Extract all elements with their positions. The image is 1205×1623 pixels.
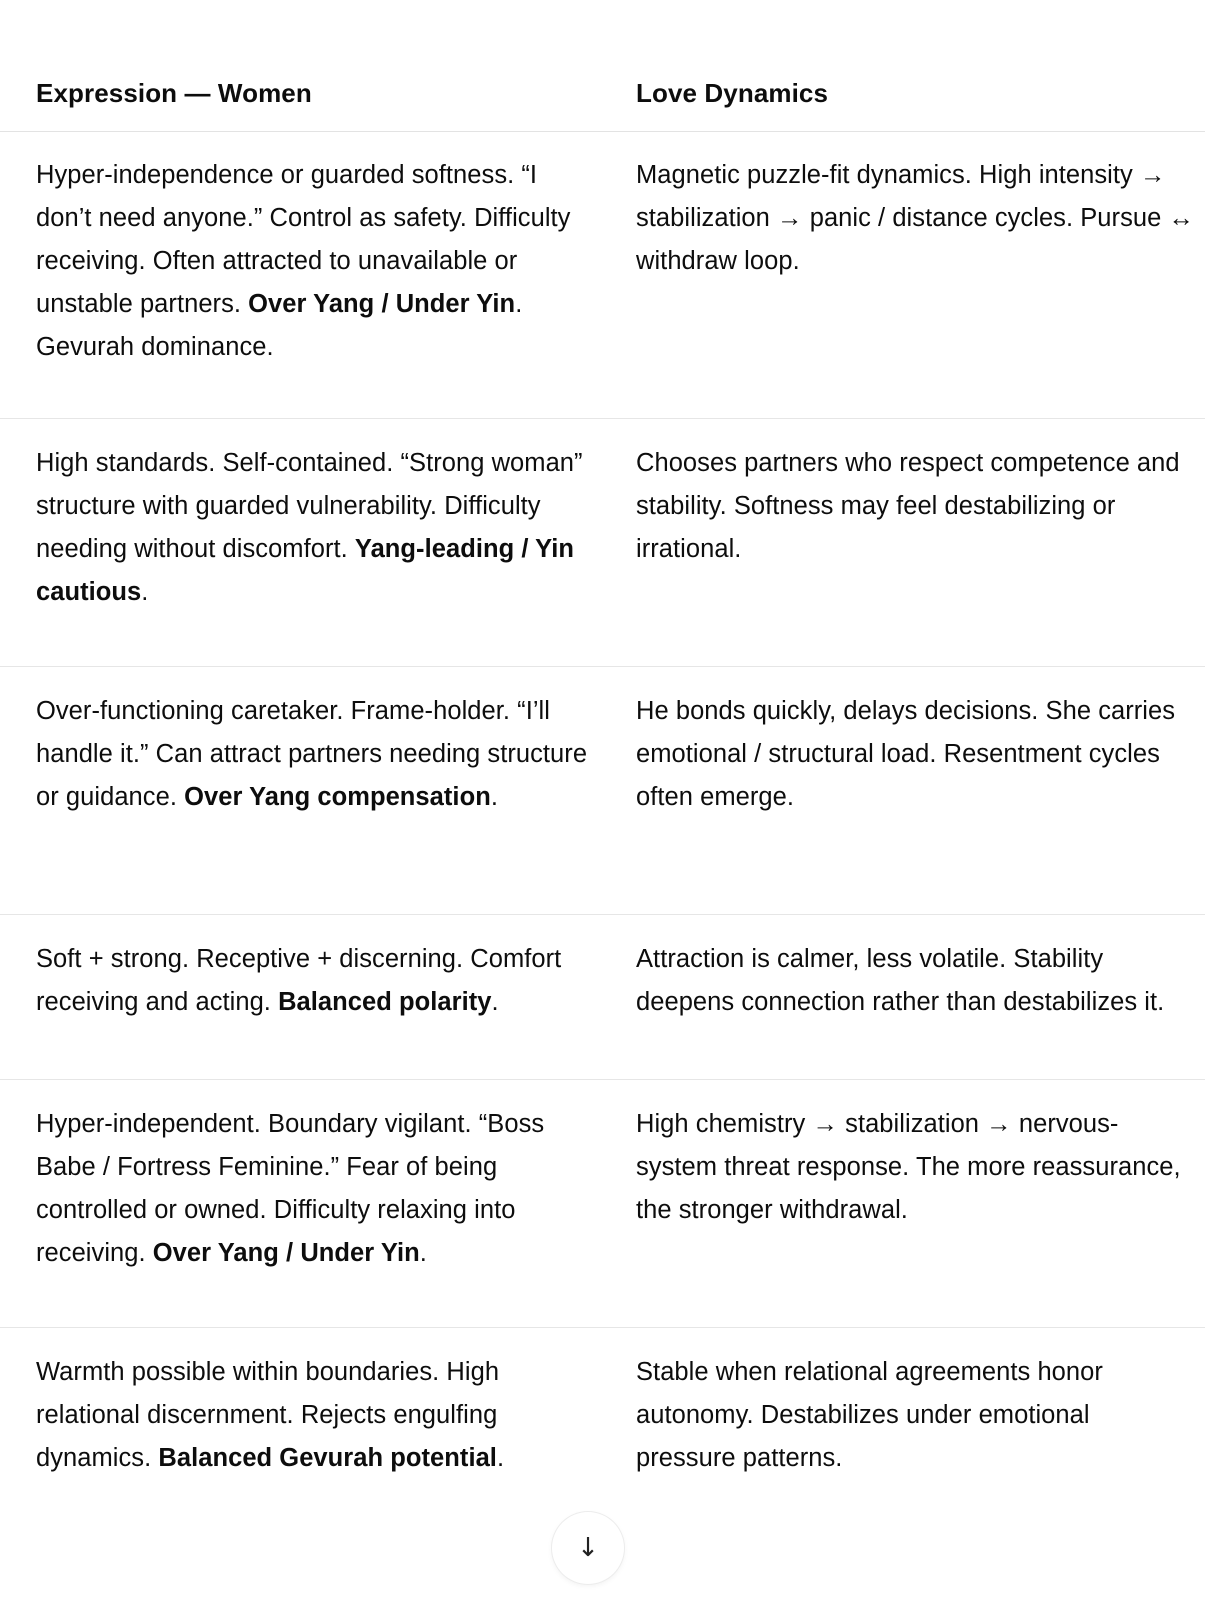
column-header-love-dynamics: Love Dynamics	[636, 78, 829, 108]
table-row	[0, 131, 1205, 419]
table-row	[0, 667, 1205, 915]
expression-tail: .	[141, 578, 149, 606]
polarity-label: Balanced Gevurah potential	[158, 1444, 497, 1472]
love-dynamics-cell: Stable when relational agreements honor autonomy. Destabilizes under emotional pressure patterns.	[636, 1358, 1103, 1472]
table-row	[0, 419, 1205, 667]
polarity-label: Yang-leading / Yin cautious	[36, 535, 575, 606]
expression-cell	[36, 690, 596, 819]
polarity-label: Over Yang / Under Yin	[248, 290, 516, 318]
love-dynamics-cell: Chooses partners who respect competence and stability. Softness may feel destabilizing or irrational.	[636, 449, 1180, 563]
polarity-label: Balanced polarity	[278, 988, 492, 1016]
polarity-label: Over Yang compensation	[184, 783, 491, 811]
expression-tail: .	[490, 783, 498, 811]
expression-cell	[36, 154, 596, 369]
expression-text: Soft + strong. Receptive + discerning. Comfort receiving and acting.	[36, 945, 562, 1016]
expression-text: Hyper-independence or guarded softness. “I don’t need anyone.” Control as safety. Difficulty receiving. Often attracted to unavailable or unstable partners.	[36, 161, 571, 318]
scroll-to-bottom-button[interactable]	[552, 1512, 624, 1584]
expression-tail: .	[491, 988, 499, 1016]
polarity-label: Over Yang / Under Yin	[152, 1239, 420, 1267]
table-row	[0, 1080, 1205, 1328]
expression-tail: . Gevurah dominance.	[36, 290, 523, 361]
love-dynamics-cell: He bonds quickly, delays decisions. She carries emotional / structural load. Resentment cycles often emerge.	[636, 697, 1176, 811]
expression-text: High standards. Self-contained. “Strong woman” structure with guarded vulnerability. Difficulty needing without discomfort.	[36, 449, 583, 563]
expression-cell	[36, 1103, 596, 1275]
expression-text: Hyper-independent. Boundary vigilant. “Boss Babe / Fortress Feminine.” Fear of being controlled or owned. Difficulty relaxing into receiving.	[36, 1110, 545, 1267]
table-header-row	[0, 0, 1205, 132]
arrow-down-icon: ↓	[577, 1533, 599, 1563]
love-dynamics-cell: High chemistry → stabilization → nervous-system threat response. The more reassurance, the stronger withdrawal.	[636, 1110, 1181, 1224]
column-header-expression: Expression — Women	[36, 78, 312, 108]
expression-cell	[36, 442, 596, 614]
table-row	[0, 1328, 1205, 1528]
expression-cell	[36, 1351, 596, 1480]
table-row	[0, 915, 1205, 1080]
expression-tail: .	[419, 1239, 427, 1267]
expression-cell	[36, 938, 596, 1024]
expression-text: Over-functioning caretaker. Frame-holder. “I’ll handle it.” Can attract partners needing structure or guidance.	[36, 697, 588, 811]
love-dynamics-cell: Attraction is calmer, less volatile. Stability deepens connection rather than destabilizes it.	[636, 945, 1165, 1016]
expression-text: Warmth possible within boundaries. High relational discernment. Rejects engulfing dynamics.	[36, 1358, 500, 1472]
love-dynamics-cell: Magnetic puzzle-fit dynamics. High intensity → stabilization → panic / distance cycles. Pursue ↔ withdraw loop.	[636, 161, 1195, 275]
expression-tail: .	[496, 1444, 505, 1472]
